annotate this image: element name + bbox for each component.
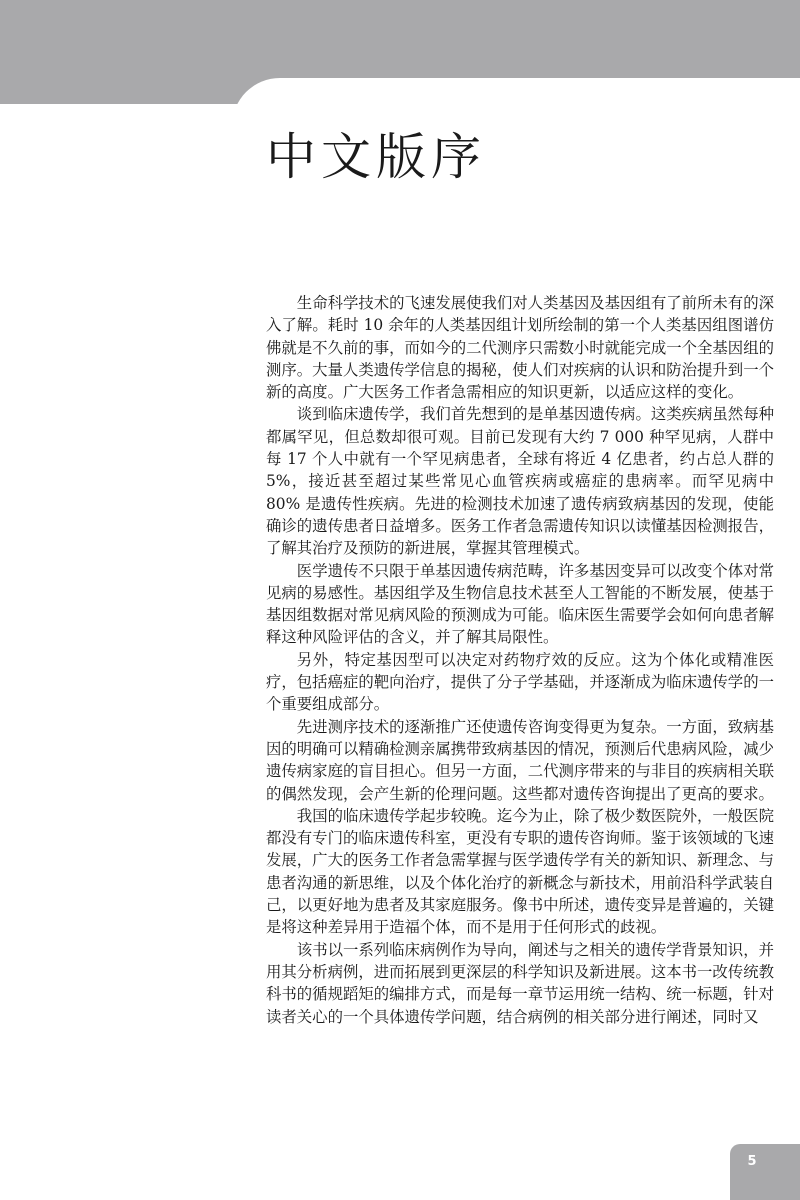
paragraph: 医学遗传不只限于单基因遗传病范畴，许多基因变异可以改变个体对常见病的易感性。基因组学及生物信息技术甚至人工智能的不断发展，使基于基因组数据对常见病风险的预测成为可能。临床医生需要学会如何向患者解释这种风险评估的含义，并了解其局限性。 — [266, 561, 774, 647]
preface-body — [266, 292, 774, 1028]
page-number: 5 — [747, 1154, 757, 1169]
paragraph: 另外，特定基因型可以决定对药物疗效的反应。这为个体化或精准医疗，包括癌症的靶向治疗，提供了分子学基础，并逐渐成为临床遗传学的一个重要组成部分。 — [266, 650, 774, 714]
paragraph: 生命科学技术的飞速发展使我们对人类基因及基因组有了前所未有的深入了解。耗时 10 余年的人类基因组计划所绘制的第一个人类基因组图谱仿佛就是不久前的事，而如今的二代测序只需数小时就能完成一个全基因组的测序。大量人类遗传学信息的揭秘，使人们对疾病的认识和防治提升到一个新的高度。广大医务工作者急需相应的知识更新，以适应这样的变化。 — [266, 294, 774, 402]
paragraph: 先进测序技术的逐渐推广还使遗传咨询变得更为复杂。一方面，致病基因的明确可以精确检测亲属携带致病基因的情况，预测后代患病风险，减少遗传病家庭的盲目担心。但另一方面，二代测序带来的与非目的疾病相关联的偶然发现，会产生新的伦理问题。这些都对遗传咨询提出了更高的要求。 — [266, 717, 774, 803]
paragraph: 该书以一系列临床病例作为导向，阐述与之相关的遗传学背景知识，并用其分析病例，进而拓展到更深层的科学知识及新进展。这本书一改传统教科书的循规蹈矩的编排方式，而是每一章节运用统一结构、统一标题，针对读者关心的一个具体遗传学问题，结合病例的相关部分进行阐述，同时又 — [266, 940, 774, 1026]
paragraph: 我国的临床遗传学起步较晚。迄今为止，除了极少数医院外，一般医院都没有专门的临床遗传科室，更没有专职的遗传咨询师。鉴于该领域的飞速发展，广大的医务工作者急需掌握与医学遗传学有关的新知识、新理念、与患者沟通的新思维，以及个体化治疗的新概念与新技术，用前沿科学武装自己，以更好地为患者及其家庭服务。像书中所述，遗传变异是普遍的，关键是将这种差异用于造福个体，而不是用于任何形式的歧视。 — [266, 806, 774, 937]
page-number-tab — [730, 1144, 800, 1200]
page-title: 中文版序 — [266, 128, 486, 186]
paragraph: 谈到临床遗传学，我们首先想到的是单基因遗传病。这类疾病虽然每种都属罕见，但总数却很可观。目前已发现有大约 7 000 种罕见病，人群中每 17 个人中就有一个罕见病患者，全球有将近 4 亿患者，约占总人群的 5%，接近甚至超过某些常见心血管疾病或癌症的患病率。而罕见病中 80% 是遗传性疾病。先进的检测技术加速了遗传病致病基因的发现，使能确诊的遗传患者日益增多。医务工作者急需遗传知识以读懂基因检测报告，了解其治疗及预防的新进展，掌握其管理模式。 — [266, 405, 774, 558]
